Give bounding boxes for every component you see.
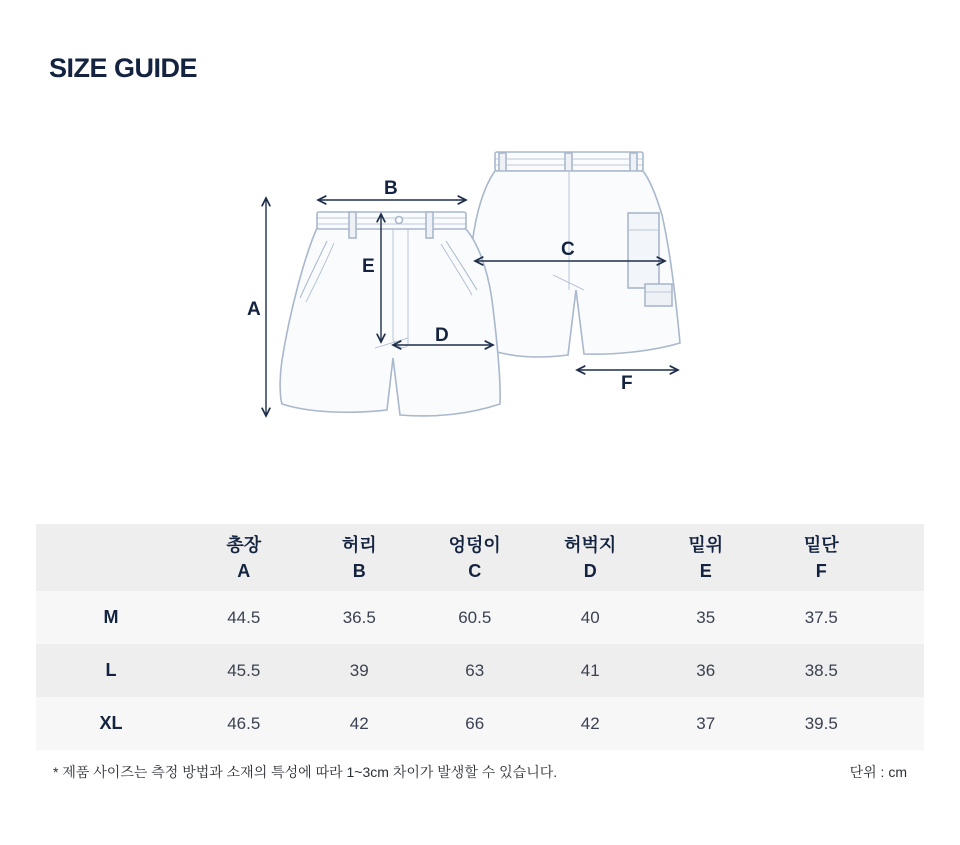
table-row	[36, 591, 924, 644]
table-cell: 36	[648, 644, 764, 697]
table-cell: 42	[533, 697, 649, 750]
header-rise: 밑위 E	[648, 524, 764, 591]
label-e: E	[362, 256, 375, 277]
unit-label: 단위 : cm	[849, 764, 907, 780]
table-spacer-cell	[879, 697, 924, 750]
table-cell: 44.5	[186, 591, 302, 644]
table-header-row	[36, 524, 924, 591]
table-cell: 63	[417, 644, 533, 697]
table-cell: 37	[648, 697, 764, 750]
table-spacer-cell	[879, 591, 924, 644]
label-d: D	[435, 325, 449, 346]
table-cell: 36.5	[302, 591, 418, 644]
size-label: L	[36, 644, 186, 697]
label-b: B	[384, 178, 398, 199]
table-cell: 45.5	[186, 644, 302, 697]
table-cell: 35	[648, 591, 764, 644]
header-empty	[36, 524, 186, 591]
header-hem: 밑단 F	[764, 524, 880, 591]
label-c: C	[561, 239, 575, 260]
page-title: SIZE GUIDE	[49, 53, 198, 83]
header-waist: 허리 B	[302, 524, 418, 591]
table-cell: 42	[302, 697, 418, 750]
label-f: F	[621, 373, 633, 394]
header-thigh: 허벅지 D	[533, 524, 649, 591]
label-a: A	[247, 299, 261, 320]
table-row	[36, 697, 924, 750]
table-cell: 40	[533, 591, 649, 644]
table-cell: 66	[417, 697, 533, 750]
table-cell: 37.5	[764, 591, 880, 644]
measurement-footnote: * 제품 사이즈는 측정 방법과 소재의 특성에 따라 1~3cm 차이가 발생할 수 있습니다.	[53, 764, 558, 780]
table-spacer-cell	[879, 644, 924, 697]
header-total-length: 총장 A	[186, 524, 302, 591]
table-cell: 60.5	[417, 591, 533, 644]
size-label: XL	[36, 697, 186, 750]
header-spacer	[879, 524, 924, 591]
table-cell: 46.5	[186, 697, 302, 750]
table-row	[36, 644, 924, 697]
table-cell: 39	[302, 644, 418, 697]
size-label: M	[36, 591, 186, 644]
table-cell: 38.5	[764, 644, 880, 697]
table-cell: 41	[533, 644, 649, 697]
table-cell: 39.5	[764, 697, 880, 750]
shorts-back-view	[472, 152, 680, 357]
shorts-front-view	[280, 212, 500, 416]
size-table	[36, 524, 924, 750]
header-hip: 엉덩이 C	[417, 524, 533, 591]
